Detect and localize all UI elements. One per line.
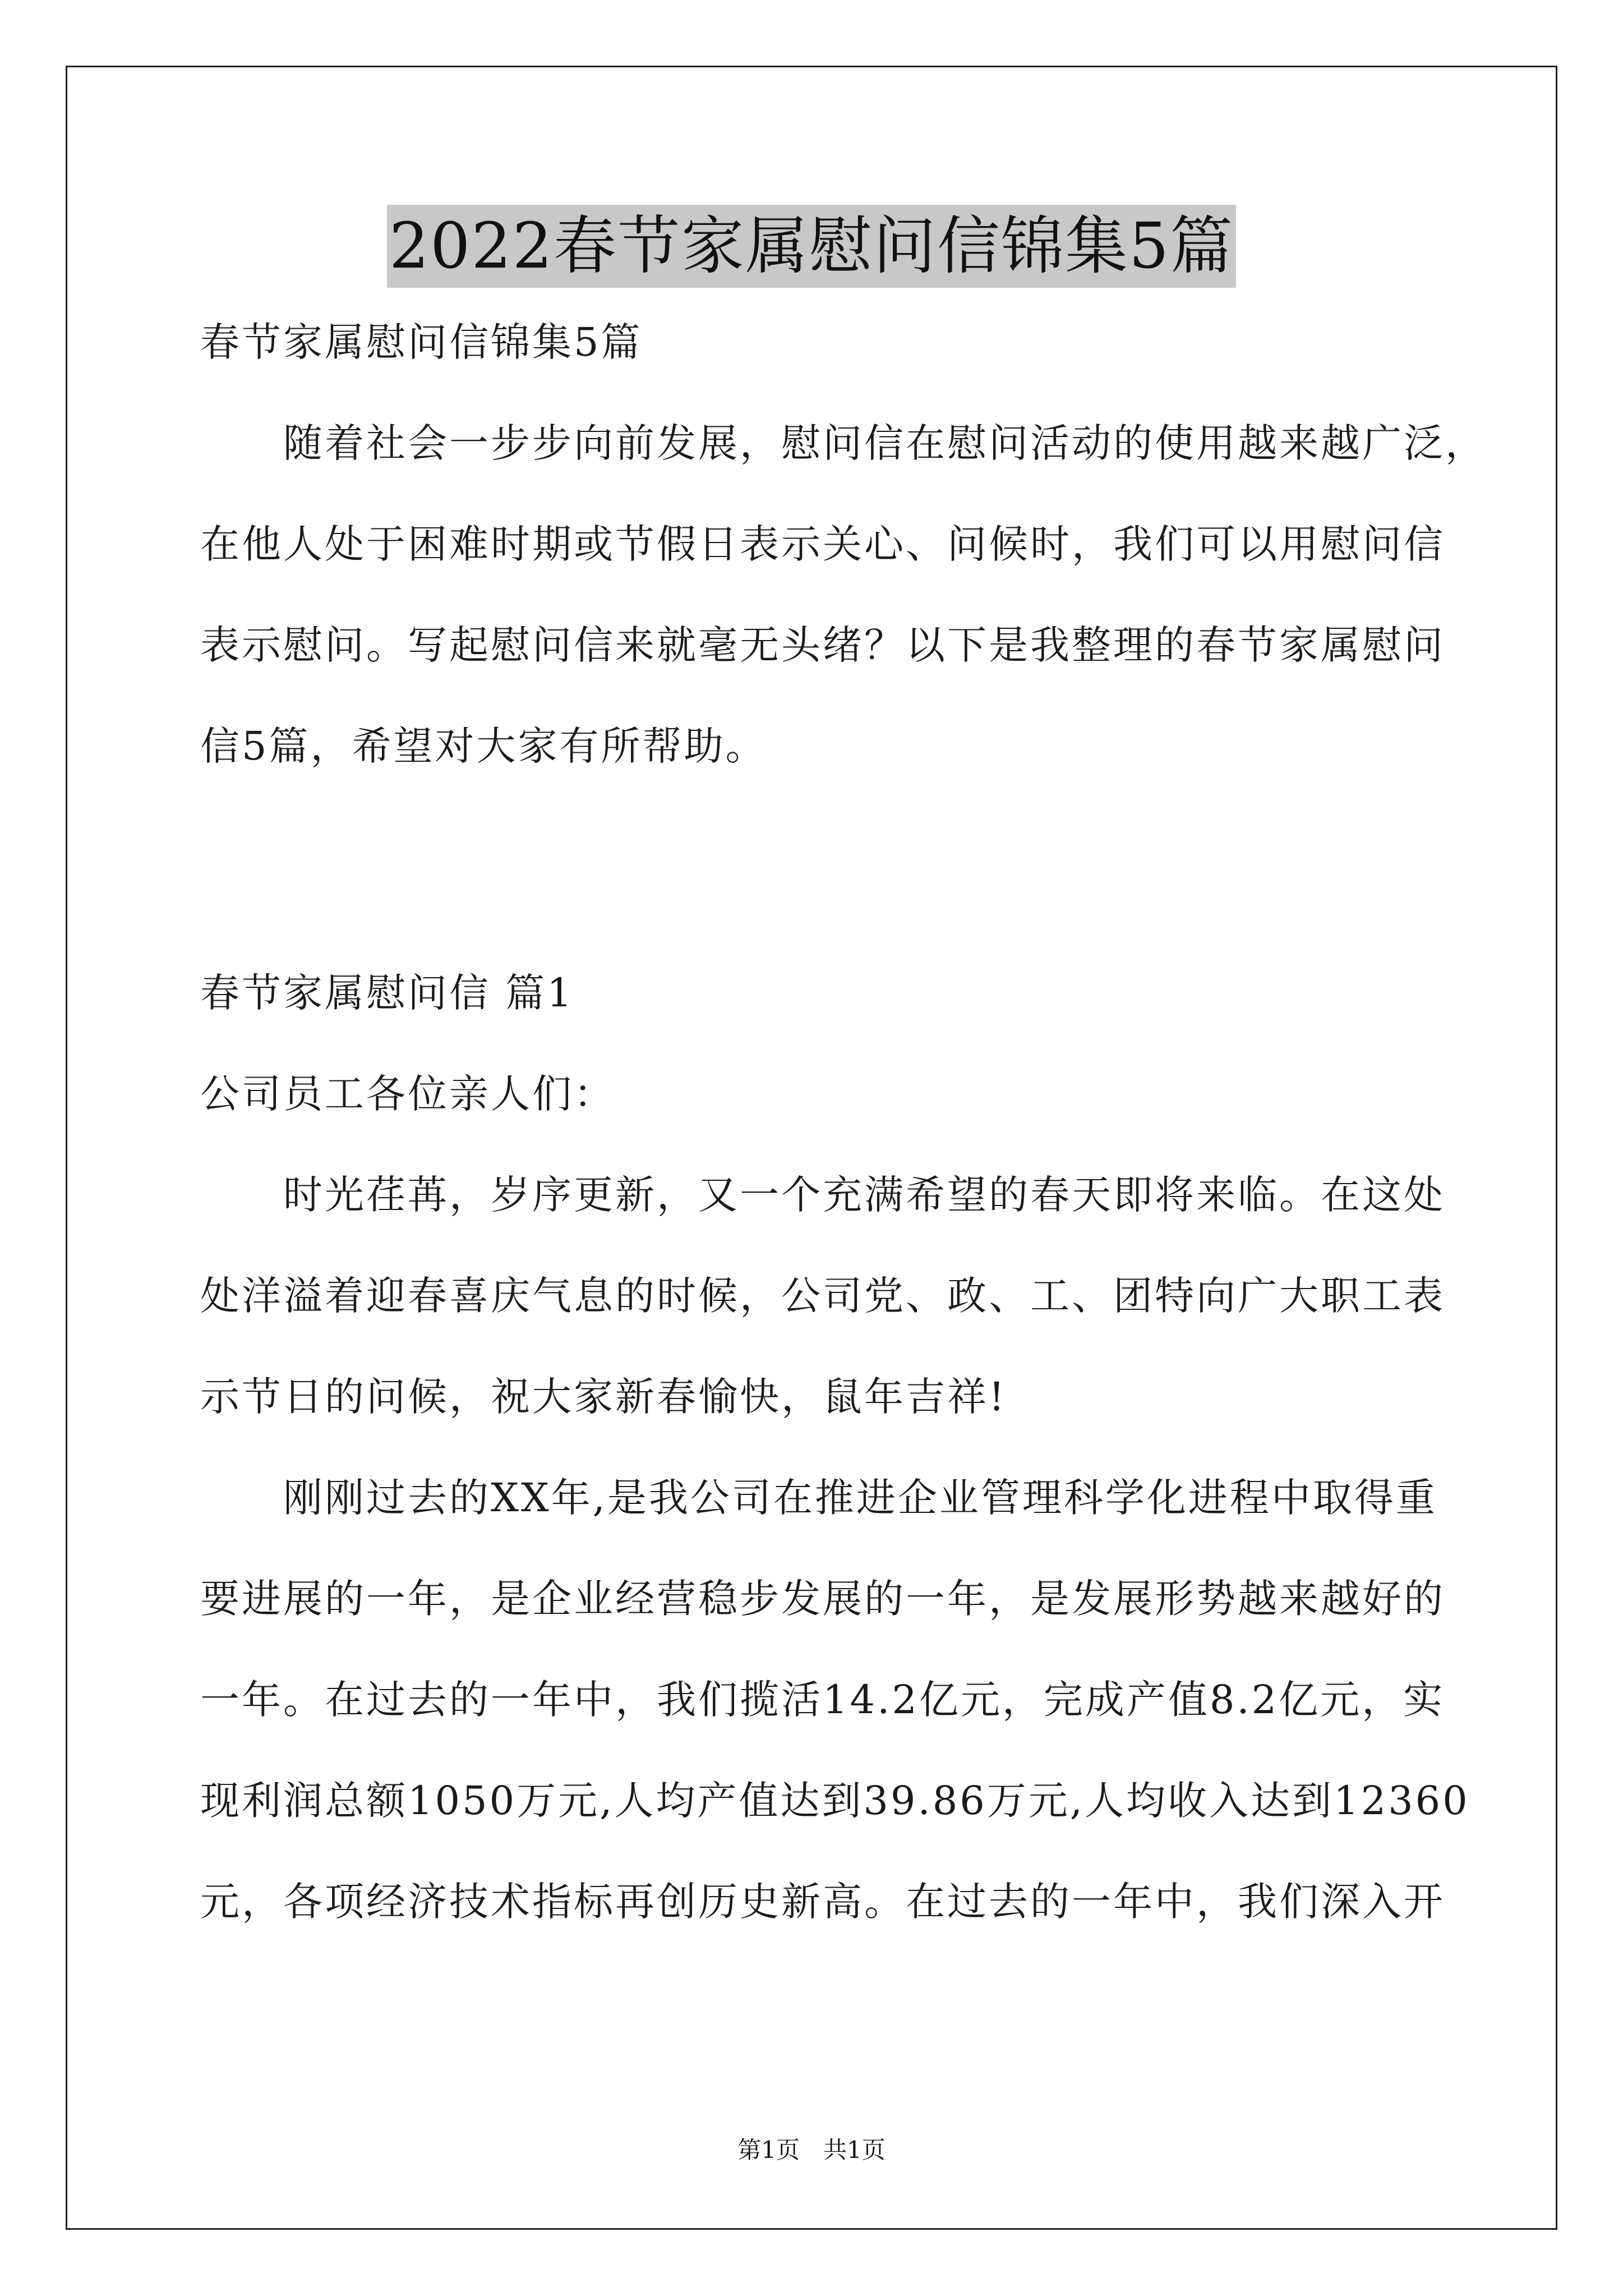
paragraph-line: 一年。在过去的一年中，我们揽活14.2亿元，完成产值8.2亿元，实 [200,1677,1445,1723]
page-footer: 第1页 共1页 [737,2136,886,2164]
subtitle: 春节家属慰问信锦集5篇 [200,319,643,365]
paragraph-line: 刚刚过去的XX年,是我公司在推进企业管理科学化进程中取得重 [283,1475,1437,1521]
title-container [0,205,1623,288]
document-body [200,314,1487,1930]
paragraph-line: 示节日的问候，祝大家新春愉快，鼠年吉祥! [200,1374,1007,1420]
intro-line: 随着社会一步步向前发展，慰问信在慰问活动的使用越来越广泛， [283,420,1487,466]
document-title: 2022春节家属慰问信锦集5篇 [387,205,1236,288]
intro-line: 信5篇，希望对大家有所帮助。 [200,723,767,769]
intro-line: 在他人处于困难时期或节假日表示关心、问候时，我们可以用慰问信 [200,521,1445,567]
paragraph-line: 要进展的一年，是企业经营稳步发展的一年，是发展形势越来越好的 [200,1576,1445,1622]
paragraph-line: 时光荏苒，岁序更新，又一个充满希望的春天即将来临。在这处 [283,1172,1445,1218]
section-heading: 春节家属慰问信 篇1 [200,970,574,1016]
paragraph-line: 元，各项经济技术指标再创历史新高。在过去的一年中，我们深入开 [200,1879,1445,1925]
paragraph-line: 处洋溢着迎春喜庆气息的时候，公司党、政、工、团特向广大职工表 [200,1273,1445,1319]
salutation: 公司员工各位亲人们： [200,1071,615,1117]
intro-line: 表示慰问。写起慰问信来就毫无头绪？以下是我整理的春节家属慰问 [200,622,1445,668]
paragraph-line: 现利润总额1050万元,人均产值达到39.86万元,人均收入达到12360 [200,1778,1470,1824]
